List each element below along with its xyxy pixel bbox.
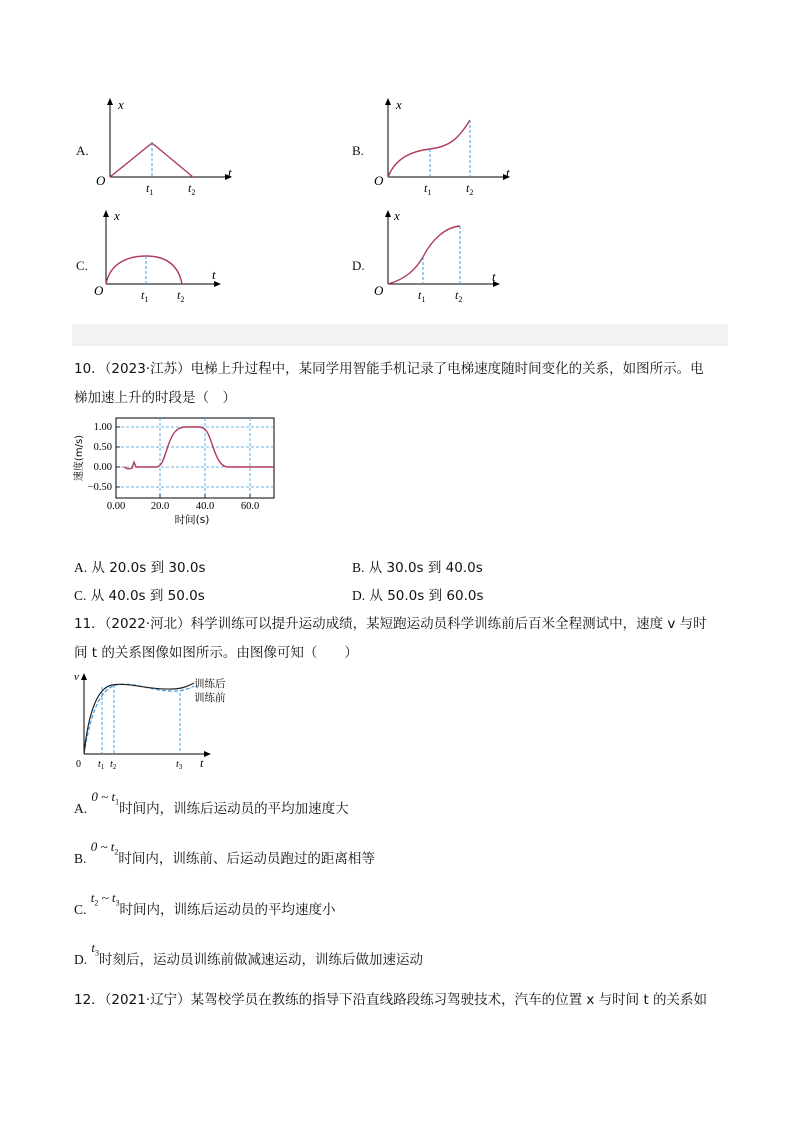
before-label: 训练前 — [194, 692, 226, 704]
svg-text:t1: $t_1$ — [141, 288, 149, 304]
after-curve — [84, 683, 194, 754]
q10-stem-line2: 梯加速上升的时段是（ ） — [74, 390, 236, 406]
option-a-label: A. — [76, 143, 89, 158]
t2-label: $t_2$ — [188, 181, 196, 197]
xtick-4: 60.0 — [240, 501, 260, 512]
q11-stem-line1: 11．（2022·河北）科学训练可以提升运动成绩，某短跑运动员科学训练前后百米全程测试中，速度 v 与时 — [74, 616, 707, 632]
section-separator — [72, 324, 728, 346]
svg-text:t2: $t_2$ — [466, 181, 474, 197]
svg-text:O: O — [374, 283, 384, 298]
x-axis-label: t — [228, 165, 232, 180]
svg-text:t2: $t_2$ — [177, 288, 185, 304]
q11-stem-line2: 间 t 的关系图像如图所示。由图像可知（ ） — [74, 645, 358, 661]
option-c-label: C. — [76, 258, 88, 273]
after-label: 训练后 — [194, 678, 226, 690]
q11-choice-b[interactable]: B. 0 ~ $t_2$时间内，训练前、后运动员跑过的距离相等 — [74, 839, 375, 867]
before-curve — [84, 684, 194, 754]
q10-choice-a[interactable]: A. 从 20.0s 到 30.0s — [74, 560, 206, 576]
svg-text:x: x — [396, 97, 402, 112]
svg-text:t2: $t_2$ — [455, 288, 463, 304]
svg-text:t: t — [212, 267, 216, 282]
q10-choice-b[interactable]: B. 从 30.0s 到 40.0s — [352, 560, 483, 576]
q11-vt-chart — [72, 668, 226, 776]
xt-curve — [388, 120, 470, 177]
svg-text:t2: $t_2$ — [110, 759, 117, 771]
option-d-label: D. — [352, 258, 365, 273]
ytick-3: 0.00 — [93, 462, 112, 473]
svg-text:t1: $t_1$ — [424, 181, 432, 197]
svg-text:t: t — [492, 269, 496, 284]
xt-curve — [388, 226, 460, 284]
svg-text:O: O — [374, 173, 384, 188]
svg-text:t1: $t_1$ — [98, 759, 105, 771]
q11-choice-a[interactable]: A. 0 ~ $t_1$时间内，训练后运动员的平均加速度大 — [74, 789, 349, 817]
q11-choice-c[interactable]: C. $t_2$ ~ $t_3$时间内，训练后运动员的平均速度小 — [74, 890, 336, 918]
ytick-1: 1.00 — [93, 422, 112, 433]
xtick-3: 40.0 — [195, 501, 215, 512]
q12-stem-line1: 12．（2021·辽宁）某驾校学员在教练的指导下沿直线路段练习驾驶技术，汽车的位置 x 与时间 t 的关系如 — [74, 992, 708, 1008]
option-c-graph — [86, 205, 236, 305]
x-axis-title: 时间(s) — [174, 514, 210, 526]
q10-choice-d[interactable]: D. 从 50.0s 到 60.0s — [352, 588, 484, 604]
t-axis-label: t — [200, 756, 204, 770]
y-axis-title: 速度(m/s) — [74, 434, 85, 482]
xt-curve — [106, 256, 182, 284]
option-d-graph — [368, 205, 518, 305]
svg-text:x: x — [394, 208, 400, 223]
q10-choice-c[interactable]: C. 从 40.0s 到 50.0s — [74, 588, 205, 604]
svg-text:t1: $t_1$ — [418, 288, 426, 304]
option-b-graph — [368, 95, 518, 195]
q11-choice-d[interactable]: D. $t_3$时刻后，运动员训练前做减速运动，训练后做加速运动 — [74, 940, 424, 968]
math-range: 0 ~ $t_1$ — [91, 789, 120, 807]
svg-text:t3: $t_3$ — [176, 759, 183, 771]
ytick-2: 0.50 — [93, 442, 112, 453]
v-axis-label: v — [74, 671, 79, 683]
xtick-1: 0.00 — [106, 501, 126, 512]
q10-stem-line1: 10．（2023·江苏）电梯上升过程中，某同学用智能手机记录了电梯速度随时间变化的关系，如图所示。电 — [74, 361, 704, 377]
svg-text:t: t — [506, 165, 510, 180]
ytick-4: −0.50 — [87, 482, 112, 493]
t1-label: $t_1$ — [146, 181, 154, 197]
y-axis-arrow — [107, 98, 113, 105]
svg-text:O: O — [94, 283, 104, 298]
origin-label: O — [96, 173, 106, 188]
q10-velocity-chart — [72, 410, 287, 530]
grid — [116, 418, 274, 498]
velocity-curve — [124, 427, 274, 469]
option-b-label: B. — [352, 143, 364, 158]
svg-text:x: x — [114, 208, 120, 223]
origin-label: 0 — [76, 759, 81, 770]
option-a-graph — [90, 95, 240, 195]
xtick-2: 20.0 — [150, 501, 170, 512]
y-axis-label: x — [118, 97, 124, 112]
